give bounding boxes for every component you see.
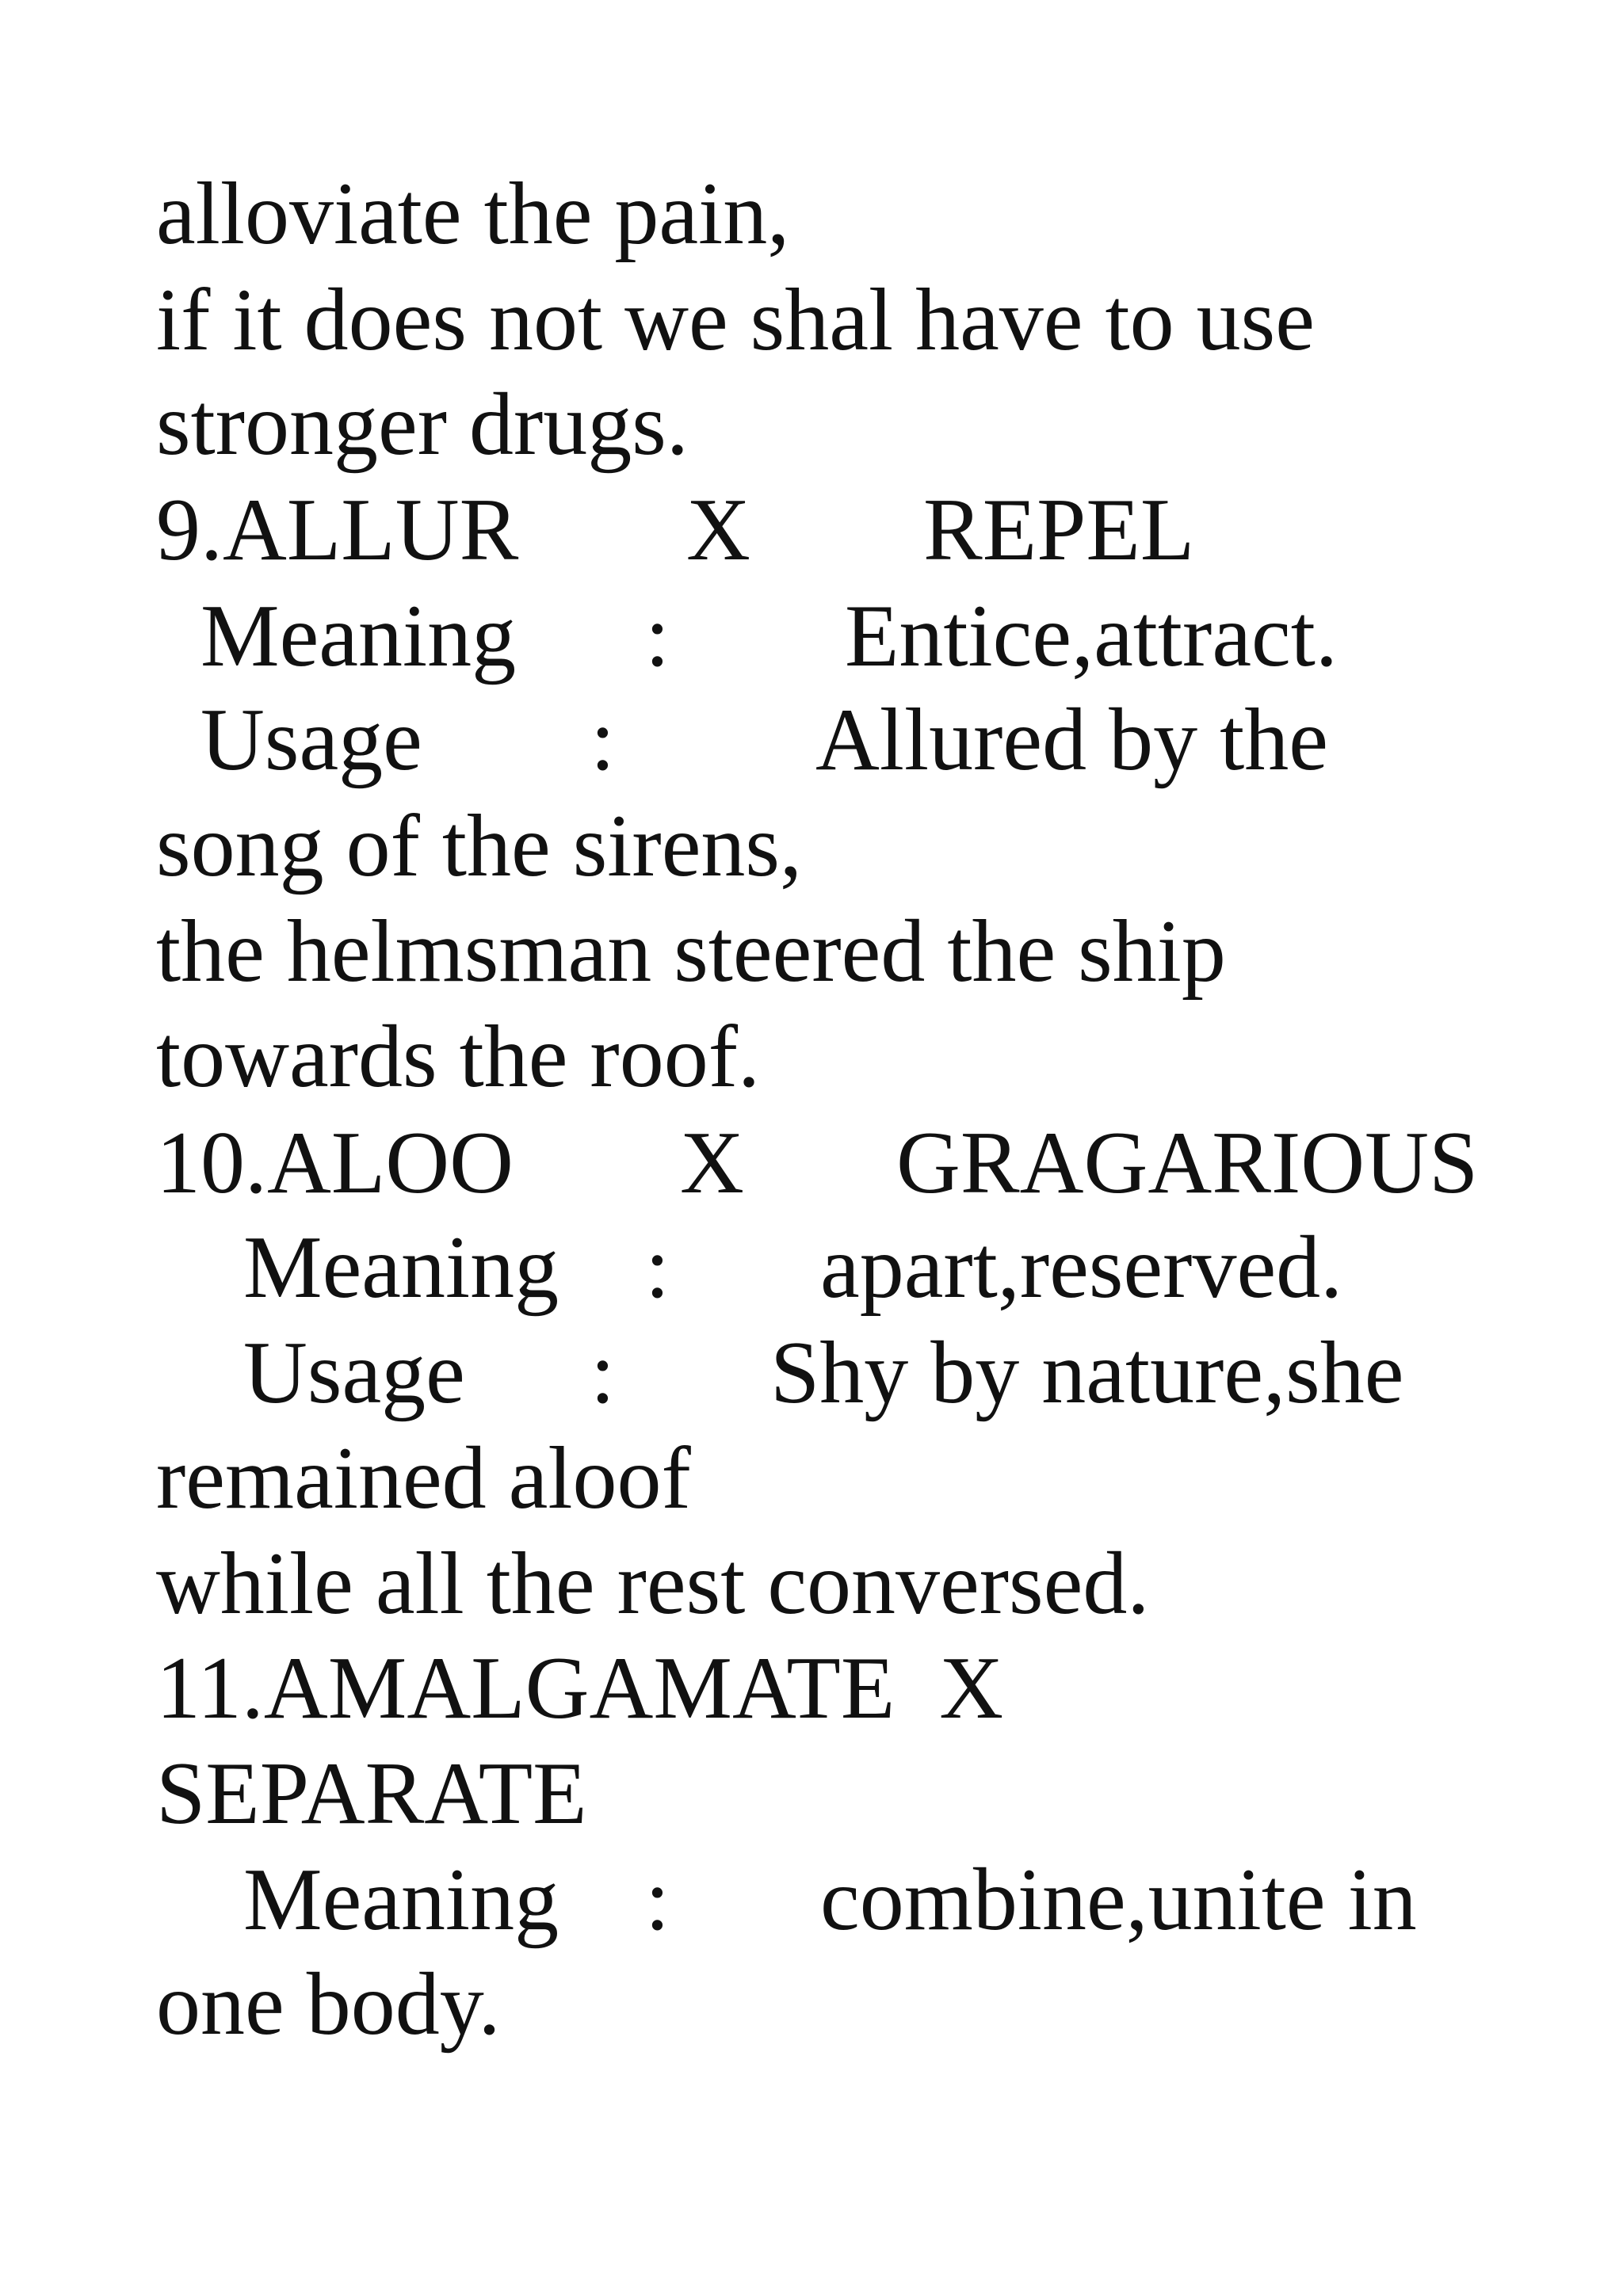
entry-word: 11.AMALGAMATE X	[156, 1639, 1004, 1737]
antonym-word: SEPARATE	[156, 1745, 587, 1843]
meaning-colon: :	[645, 1851, 670, 1949]
text-line: the helmsman steered the ship	[156, 902, 1226, 1001]
text-line: towards the roof.	[156, 1008, 761, 1106]
usage-text: Allured by the	[815, 691, 1328, 789]
antonym-separator: X	[680, 1114, 744, 1212]
text-line: stronger drugs.	[156, 376, 689, 474]
usage-label: Usage	[243, 1324, 465, 1422]
usage-text: Shy by nature,she	[770, 1324, 1404, 1422]
usage-colon: :	[590, 1324, 616, 1422]
meaning-colon: :	[645, 587, 670, 685]
antonym-separator: X	[686, 481, 750, 579]
meaning-label: Meaning	[243, 1851, 559, 1949]
text-line: while all the rest conversed.	[156, 1535, 1150, 1633]
antonym-word: GRAGARIOUS	[896, 1114, 1479, 1212]
text-line: if it does not we shal have to use	[156, 271, 1315, 369]
meaning-text: apart,reserved.	[820, 1219, 1343, 1317]
meaning-label: Meaning	[243, 1219, 559, 1317]
entry-word: 10.ALOO	[156, 1114, 514, 1212]
meaning-text: combine,unite in	[820, 1851, 1417, 1949]
text-line: alloviate the pain,	[156, 165, 790, 263]
entry-word: 9.ALLUR	[156, 481, 519, 579]
usage-colon: :	[590, 691, 616, 789]
antonym-word: REPEL	[923, 481, 1195, 579]
usage-label: Usage	[200, 691, 422, 789]
text-line: remained aloof	[156, 1429, 691, 1527]
text-line: one body.	[156, 1955, 501, 2054]
meaning-label: Meaning	[200, 587, 517, 685]
meaning-text: Entice,attract.	[845, 587, 1338, 685]
meaning-colon: :	[645, 1219, 670, 1317]
text-line: song of the sirens,	[156, 797, 803, 895]
